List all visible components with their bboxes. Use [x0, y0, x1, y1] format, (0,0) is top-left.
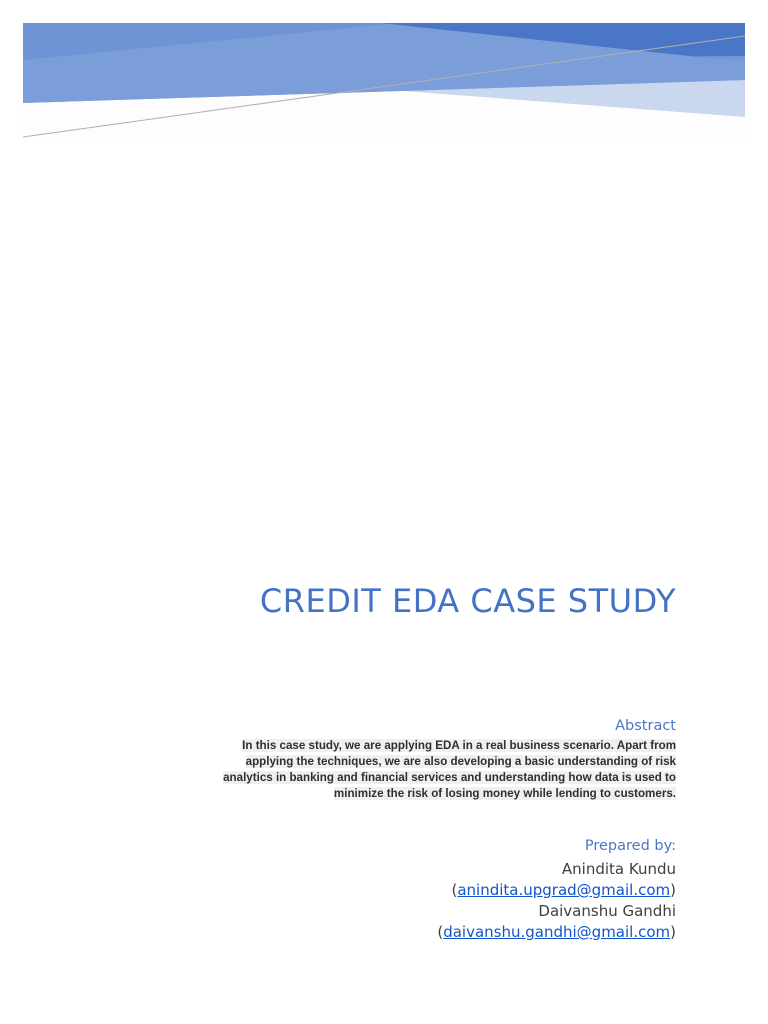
author-email-link-1[interactable]: anindita.upgrad@gmail.com	[457, 881, 671, 899]
abstract-text-body: In this case study, we are applying EDA in a real business scenario. Apart from applying the techniques, we are also developing a basic understanding of risk analytics in banking and financial services and understanding how data is used to minimize the risk of losing money while lending to customers.	[223, 739, 676, 800]
header-banner	[0, 0, 768, 160]
author-name-1: Anindita Kundu	[561, 860, 676, 878]
author-email-line-1: (anindita.upgrad@gmail.com)	[451, 881, 676, 899]
abstract-heading: Abstract	[615, 718, 676, 734]
author-email-link-2[interactable]: daivanshu.gandhi@gmail.com	[443, 923, 671, 941]
author-name-2: Daivanshu Gandhi	[538, 902, 676, 920]
author-email-line-2: (daivanshu.gandhi@gmail.com)	[437, 923, 676, 941]
document-title: CREDIT EDA CASE STUDY	[259, 582, 676, 620]
prepared-by-heading: Prepared by:	[584, 838, 676, 854]
abstract-text	[196, 738, 676, 802]
